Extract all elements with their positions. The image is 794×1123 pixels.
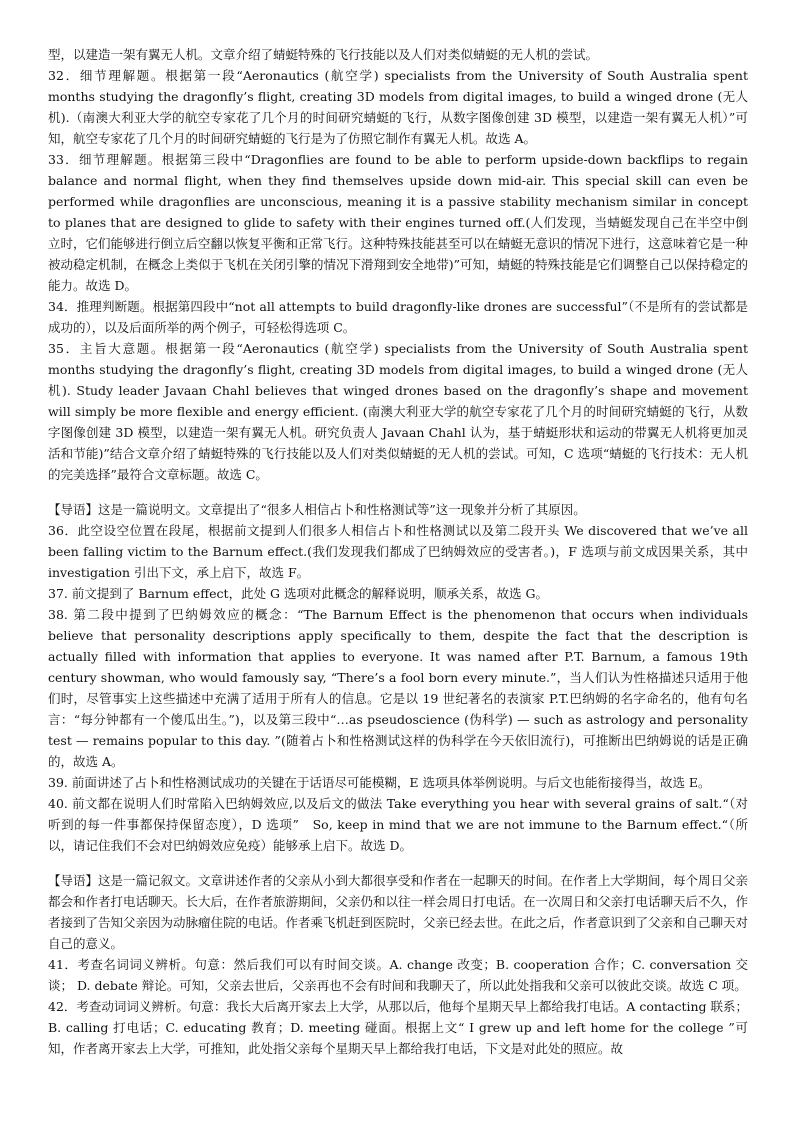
answer-33: 33．细节理解题。根据第三段中“Dragonflies are found to be able to perform upside-down backflips to regain balance and normal flight, when they find themselves upside down mid-air. This special skill can even be performed while dragonflies are unconscious, meaning it is a passive stability mechanism similar in concept to planes that are designed to glide to safety with their engines turned off.(人们发现，当蜻蜓发现自己在半空中倒立时，它们能够进行倒立后空翻以恢复平衡和正常飞行。这种特殊技能甚至可以在蜻蜓无意识的情况下进行，这意味着它是一种被动稳定机制，在概念上类似于飞机在关闭引擎的情况下滑翔到安全地带)”可知，蜻蜓的特殊技能是它们调整自己以保持稳定的能力。故选 D。	[48, 152, 749, 293]
answer-37: 37. 前文提到了 Barnum effect，此处 G 选项对此概念的解释说明，顺承关系，故选 G。	[48, 586, 548, 601]
guide-intro-cloze: 【导语】这是一篇记叙文。文章讲述作者的父亲从小到大都很享受和作者在一起聊天的时间。在作者上大学期间，每个周日父亲都会和作者打电话聊天。长大后，在作者旅游期间，父亲仍和以往一样会周日打电话。在一次周日和父亲打电话聊天后不久，作者接到了告知父亲因为动脉瘤住院的电话。作者乘飞机赶到医院时，父亲已经去世。在此之后，作者意识到了父亲和自己聊天对自己的意义。	[48, 873, 749, 951]
answer-39: 39. 前面讲述了占卜和性格测试成功的关键在于话语尽可能模糊，E 选项具体举例说明。与后文也能衔接得当，故选 E。	[48, 775, 711, 790]
answer-41: 41．考查名词词义辨析。句意：然后我们可以有时间交谈。A. change 改变；B. cooperation 合作；C. conversation 交谈； D. debate 辩论。可知，父亲去世后，父亲再也不会有时间和我聊天了，所以此处指我和父亲可以彼此交谈。故选 C 项。	[48, 957, 748, 993]
answer-38: 38. 第二段中提到了巴纳姆效应的概念：“The Barnum Effect is the phenomenon that occurs when individuals believe that personality descriptions apply specifically to them, despite the fact that the description is actually filled with information that applies to everyone. It was named after P.T. Barnum, a famous 19th century showman, who would famously say, “There’s a fool born every minute.”，当人们认为性格描述只适用于他们时，尽管事实上这些描述中充满了适用于所有人的信息。它是以 19 世纪著名的表演家 P.T.巴纳姆的名字命名的，他有句名言：“每分钟都有一个傻瓜出生。”)，以及第三段中“…as pseudoscience (伪科学) — such as astrology and personality test — remains popular to this day. ”(随着占卜和性格测试这样的伪科学在今天依旧流行)，可推断出巴纳姆说的话是正确的，故选 A。	[48, 607, 748, 769]
answer-34: 34．推理判断题。根据第四段中“not all attempts to build dragonfly-like drones are successful”（不是所有的尝试都是成功的），以及后面所举的两个例子，可轻松得选项 C。	[48, 299, 748, 335]
guide-intro-passage-d: 【导语】这是一篇说明文。文章提出了“很多人相信占卜和性格测试等”这一现象并分析了其原因。	[48, 502, 586, 517]
answer-31-continuation: 型，以建造一架有翼无人机。文章介绍了蜻蜓特殊的飞行技能以及人们对类似蜻蜓的无人机的尝试。	[48, 47, 599, 62]
answer-32: 32．细节理解题。根据第一段“Aeronautics (航空学) specialists from the University of South Australia spent months studying the dragonfly’s flight, creating 3D models from digital images, to build a winged drone (无人机).（南澳大利亚大学的航空专家花了几个月的时间研究蜻蜓的飞行，从数字图像创建 3D 模型，以建造一架有翼无人机）”可知，航空专家花了几个月的时间研究蜻蜓的飞行是为了仿照它制作有翼无人机。故选 A。	[48, 68, 748, 146]
section-gap	[48, 856, 748, 870]
answer-35: 35．主旨大意题。根据第一段“Aeronautics (航空学) specialists from the University of South Australia spent months studying the dragonfly’s flight, creating 3D models from digital images, to build a winged drone (无人机). Study leader Javaan Chahl believes that winged drones based on the dragonfly’s shape and movement will simply be more flexible and energy efficient. (南澳大利亚大学的航空专家花了几个月的时间研究蜻蜓的飞行，从数字图像创建 3D 模型，以建造一架有翼无人机。研究负责人 Javaan Chahl 认为，基于蜻蜓形状和运动的带翼无人机将更加灵活和节能)”结合文章介绍了蜻蜓特殊的飞行技能以及人们对类似蜻蜓的无人机的尝试。可知，C 选项“蜻蜓的飞行技术：无人机的完美选择”最符合文章标题。故选 C。	[48, 341, 748, 482]
section-gap	[48, 485, 748, 499]
answer-36: 36．此空设空位置在段尾，根据前文提到人们很多人相信占卜和性格测试以及第二段开头 We discovered that we’ve all been falling victim to the Barnum effect.(我们发现我们都成了巴纳姆效应的受害者。)，F 选项与前文成因果关系，其中 investigation 引出下文，承上启下，故选 F。	[48, 523, 748, 580]
answer-42: 42．考查动词词义辨析。句意：我长大后离开家去上大学，从那以后，他每个星期天早上都给我打电话。A contacting 联系；B. calling 打电话；C. educating 教育；D. meeting 碰面。根据上文“ I grew up and left home for the college ”可知，作者离开家去上大学，可推知，此处指父亲每个星期天早上都给我打电话，下文是对此处的照应。故	[48, 999, 749, 1056]
answer-40: 40. 前文都在说明人们时常陷入巴纳姆效应,以及后文的做法 Take everything you hear with several grains of salt.“（对听到的每一件事都保持保留态度），D 选项” So, keep in mind that we are not immune to the Barnum effect.“（所以，请记住我们不会对巴纳姆效应免疫）能够承上启下。故选 D。	[48, 796, 748, 853]
